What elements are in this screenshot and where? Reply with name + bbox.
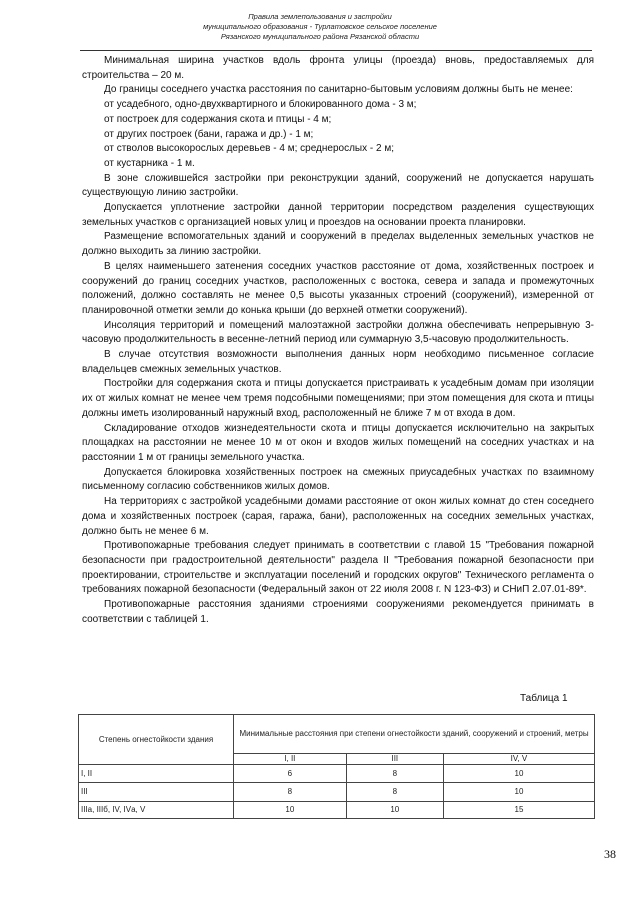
degree-cell: III xyxy=(79,783,234,802)
list-item: от построек для содержания скота и птицы - 4 м; xyxy=(104,113,332,125)
value-cell: 15 xyxy=(443,802,594,819)
value-cell: 8 xyxy=(346,765,443,783)
paragraph: Размещение вспомогательных зданий и сооружений в пределах выделенных земельных участков не должно выходить за линию застройки. xyxy=(82,231,594,258)
value-cell: 10 xyxy=(234,802,347,819)
degree-cell: IIIа, IIIб, IV, IVа, V xyxy=(79,802,234,819)
header-line-2: муниципального образования - Турлатовское сельское поселение xyxy=(203,22,437,31)
degree-cell: I, II xyxy=(79,765,234,783)
value-cell: 10 xyxy=(346,802,443,819)
paragraph: В случае отсутствия возможности выполнения данных норм необходимо письменное согласие владельцев смежных земельных участков. xyxy=(82,349,594,375)
list-item: от усадебного, одно-двухквартирного и блокированного дома - 3 м; xyxy=(104,99,417,111)
paragraph: Противопожарные расстояния зданиями строениями сооружениями рекомендуется принимать в соответствии с таблицей 1. xyxy=(82,599,594,625)
subheader-cell: III xyxy=(346,754,443,765)
list-item: от кустарника - 1 м. xyxy=(104,157,195,169)
paragraph: Минимальная ширина участков вдоль фронта улицы (проезда) вновь, предоставляемых для строительства – 20 м. xyxy=(82,55,594,81)
paragraph: Инсоляция территорий и помещений малоэтажной застройки должна обеспечивать непрерывную 3-часовую продолжительность в весенне-летний период или суммарную 3,5-часовую продолжительность. xyxy=(82,319,594,346)
header-rule xyxy=(80,50,592,51)
paragraph: Складирование отходов жизнедеятельности скота и птицы допускается исключительно на закрытых площадках на расстоянии не менее 10 м от окон и входов жилых помещений на соседних участках и на расстоянии 1 м от границы земельного участка. xyxy=(82,422,594,463)
paragraph: Допускается блокировка хозяйственных построек на смежных приусадебных участках по взаимному письменному согласию собственников жилых домов. xyxy=(82,466,594,493)
value-cell: 8 xyxy=(234,783,347,802)
page-header xyxy=(0,12,640,42)
list-item: от стволов высокорослых деревьев - 4 м; среднерослых - 2 м; xyxy=(104,143,394,155)
paragraph: В целях наименьшего затенения соседних участков расстояние от дома, хозяйственных построек и сооружений до границ соседних участков, расположенных с востока, севера и запада и промежуточных положений, должно составлять не менее 0,5 высоты указанных строений (сооружений), измеренной от планировочной отметки земли до конька крыши (до верхней отметки сооружений). xyxy=(82,260,594,316)
paragraph: В зоне сложившейся застройки при реконструкции зданий, сооружений не допускается нарушать существующую линию застройки. xyxy=(82,172,594,199)
body-text xyxy=(82,54,594,627)
header-group-cell: Минимальные расстояния при степени огнестойкости зданий, сооружений и строений, метры xyxy=(234,715,595,754)
paragraph: Противопожарные требования следует принимать в соответствии с главой 15 "Требования пожарной безопасности при градостроительной деятельности" раздела II "Требования пожарной безопасности при проектировании, строительстве и эксплуатации поселений и городских округов" Технического регламента о требованиях пожарной безопасности (Федеральный закон от 22 июля 2008 г. N 123-ФЗ) и СНиП 2.07.01-89*. xyxy=(82,540,594,596)
paragraph: Допускается уплотнение застройки данной территории посредством разделения существующих земельных участков с организацией новых улиц и проездов на основании проекта планировки. xyxy=(82,202,594,228)
header-line-3: Рязанского муниципального района Рязанской области xyxy=(220,32,420,41)
paragraph: На территориях с застройкой усадебными домами расстояние от окон жилых комнат до стен соседнего дома и хозяйственных построек (сарая, гаража, бани), расположенных на соседних земельных участках, должно быть не менее 6 м. xyxy=(82,496,594,537)
subheader-cell: I, II xyxy=(234,754,347,765)
page-number: 38 xyxy=(604,847,616,861)
table-row xyxy=(79,765,595,783)
value-cell: 10 xyxy=(443,783,594,802)
value-cell: 10 xyxy=(443,765,594,783)
paragraph: До границы соседнего участка расстояния по санитарно-бытовым условиям должны быть не менее: xyxy=(104,84,573,96)
value-cell: 6 xyxy=(234,765,347,783)
table-row xyxy=(79,802,595,819)
header-line-1: Правила землепользования и застройки xyxy=(248,12,392,21)
value-cell: 8 xyxy=(346,783,443,802)
paragraph: Постройки для содержания скота и птицы допускается пристраивать к усадебным домам при изоляции их от жилых комнат не менее чем тремя подсобными помещениями; при этом помещения для скота и птицы должны иметь изолированный наружный вход, расположенный не ближе 7 м от входа в дом. xyxy=(82,378,594,419)
table-caption: Таблица 1 xyxy=(520,693,568,704)
list-item: от других построек (бани, гаража и др.) - 1 м; xyxy=(104,128,314,140)
fire-distance-table xyxy=(78,714,595,819)
header-cell: Степень огнестойкости здания xyxy=(79,715,234,765)
subheader-cell: IV, V xyxy=(443,754,594,765)
table-row xyxy=(79,783,595,802)
